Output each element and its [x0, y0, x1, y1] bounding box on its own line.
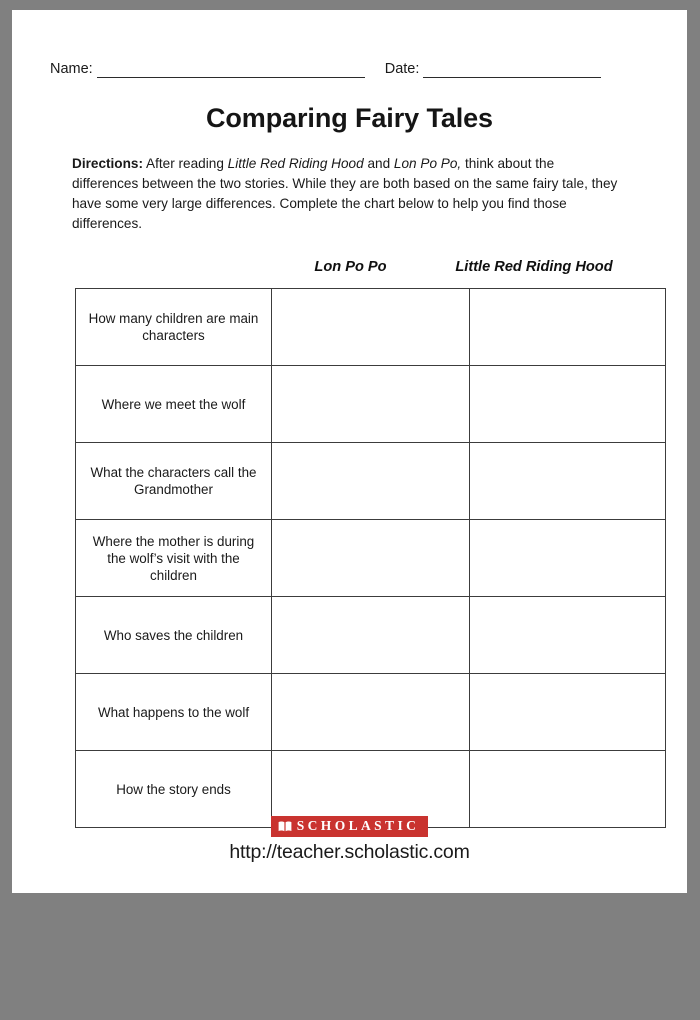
answer-cell-lon-po-po[interactable]	[272, 443, 470, 520]
answer-cell-little-red-riding-hood[interactable]	[470, 674, 666, 751]
directions-paragraph	[72, 154, 624, 234]
open-book-icon	[278, 820, 292, 831]
answer-cell-little-red-riding-hood[interactable]	[470, 289, 666, 366]
answer-cell-lon-po-po[interactable]	[272, 674, 470, 751]
footer	[12, 816, 687, 864]
scholastic-url[interactable]: http://teacher.scholastic.com	[229, 840, 470, 863]
directions-book-title-1: Little Red Riding Hood	[227, 156, 364, 171]
scholastic-wordmark: SCHOLASTIC	[296, 818, 420, 833]
column-header-little-red-riding-hood: Little Red Riding Hood	[455, 259, 613, 275]
row-label: What happens to the wolf	[76, 674, 272, 751]
table-row	[76, 443, 666, 520]
table-row	[76, 597, 666, 674]
answer-cell-little-red-riding-hood[interactable]	[470, 366, 666, 443]
answer-cell-lon-po-po[interactable]	[272, 597, 470, 674]
answer-cell-little-red-riding-hood[interactable]	[470, 597, 666, 674]
directions-book-title-2: Lon Po Po,	[393, 156, 462, 171]
table-row	[76, 520, 666, 597]
scholastic-logo	[271, 816, 429, 837]
directions-label: Directions:	[72, 156, 144, 171]
date-label: Date:	[384, 61, 420, 77]
row-label: How many children are main characters	[76, 289, 272, 366]
comparison-chart	[75, 288, 666, 828]
answer-cell-lon-po-po[interactable]	[272, 289, 470, 366]
row-label: Who saves the children	[76, 597, 272, 674]
row-label: Where the mother is during the wolf’s visit with the children	[76, 520, 272, 597]
answer-cell-lon-po-po[interactable]	[272, 366, 470, 443]
answer-cell-little-red-riding-hood[interactable]	[470, 520, 666, 597]
worksheet-page	[12, 10, 687, 893]
name-label: Name:	[50, 61, 93, 77]
row-label: What the characters call the Grandmother	[76, 443, 272, 520]
answer-cell-little-red-riding-hood[interactable]	[470, 443, 666, 520]
directions-text-3: think about the differences between the two stories. While they are both based on the same fairy tale, they have some very large differences. Complete the chart below to help you find those differences.	[72, 156, 618, 231]
table-row	[76, 366, 666, 443]
page-title: Comparing Fairy Tales	[206, 103, 493, 133]
name-field-group	[50, 61, 365, 78]
date-field-group	[385, 61, 602, 78]
table-row	[76, 674, 666, 751]
date-write-line[interactable]	[423, 76, 601, 78]
row-label: How the story ends	[76, 751, 272, 828]
column-header-lon-po-po: Lon Po Po	[314, 259, 387, 275]
directions-text-2: and	[363, 156, 394, 171]
answer-cell-lon-po-po[interactable]	[272, 520, 470, 597]
name-date-row	[50, 52, 650, 78]
name-write-line[interactable]	[97, 76, 365, 78]
table-row	[76, 289, 666, 366]
directions-text-1: After reading	[146, 156, 228, 171]
chart-column-headers	[75, 259, 625, 281]
row-label: Where we meet the wolf	[76, 366, 272, 443]
